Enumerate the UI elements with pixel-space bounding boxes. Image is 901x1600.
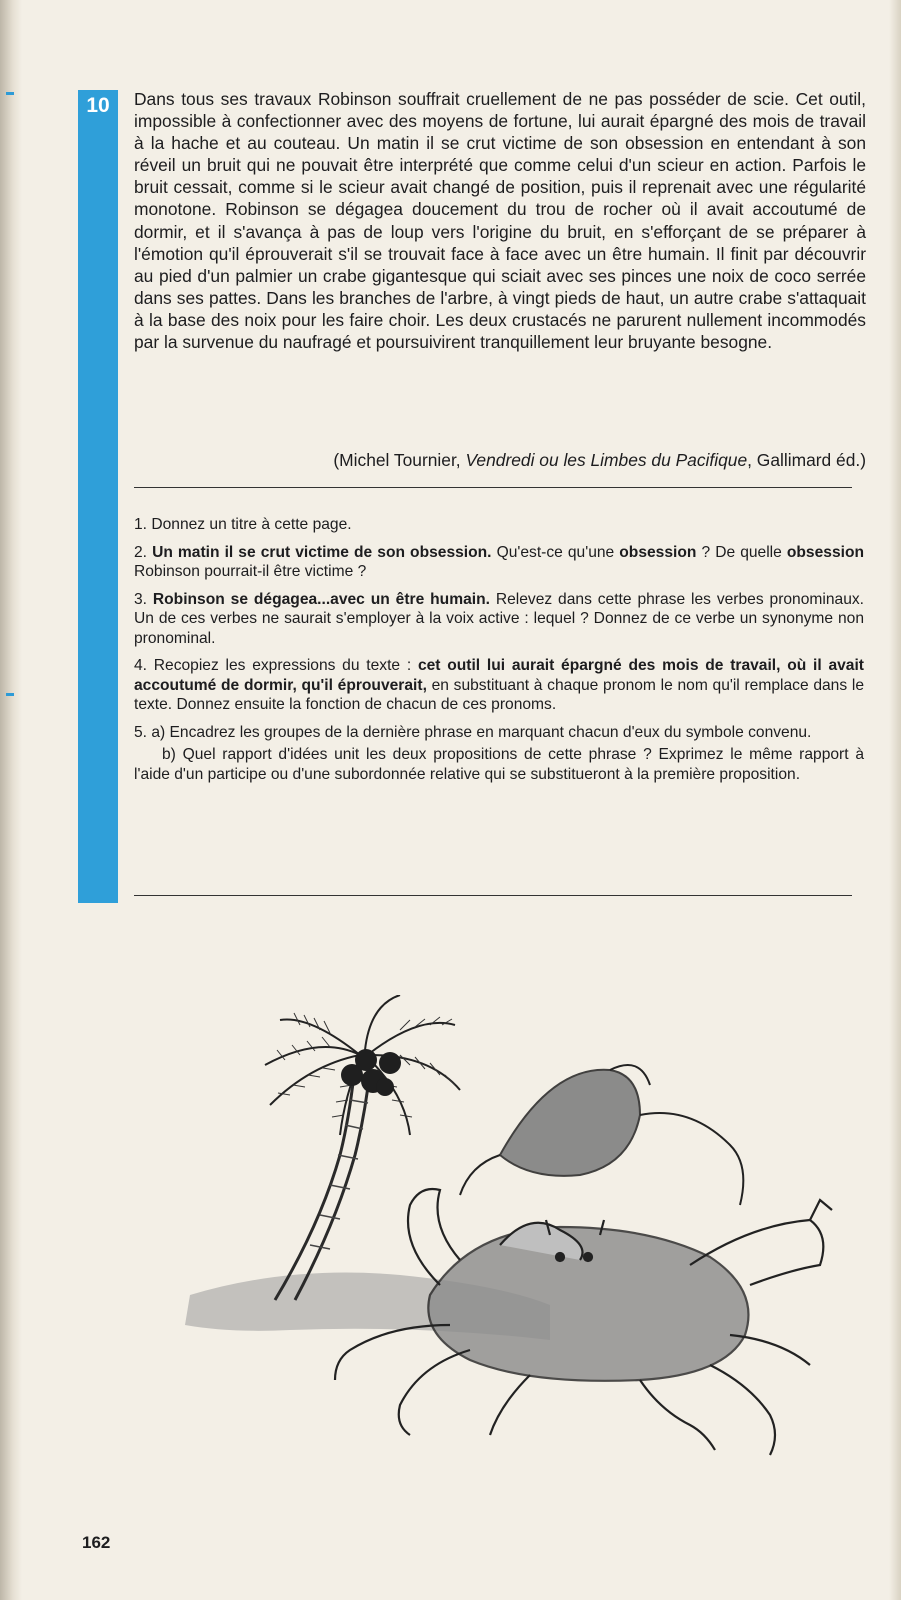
divider-bottom <box>134 895 852 896</box>
small-crab-in-tree <box>460 1065 743 1205</box>
citation-publisher: , Gallimard éd.) <box>747 450 866 470</box>
question-1: 1. Donnez un titre à cette page. <box>134 516 352 533</box>
exercise-accent-bar <box>78 90 118 903</box>
question-2: 2. Un matin il se crut victime de son obsession. Qu'est-ce qu'une obsession ? De quelle obsession Robinson pourrait-il être victime ? <box>134 543 864 580</box>
divider-top <box>134 487 852 488</box>
page-right-edge <box>889 0 901 1600</box>
citation-work-title: Vendredi ou les Limbes du Pacifique <box>465 450 748 470</box>
question-list <box>134 515 864 784</box>
question-5a: 5. a) Encadrez les groupes de la dernière phrase en marquant chacun d'eux du symbole convenu. <box>134 723 812 741</box>
page-binding-edge <box>0 0 22 1600</box>
reading-passage: Dans tous ses travaux Robinson souffrait cruellement de ne pas posséder de scie. Cet outil, impossible à confectionner avec des moyens de fortune, lui aurait épargné des mois de travail à la hache et au couteau. Un matin il se crut victime de son obsession en entendant à son réveil un bruit qui ne pouvait être interprété que comme celui d'un scieur en action. Parfois le bruit cessait, comme si le scieur avait changé de position, puis il reprenait avec une régularité monotone. Robinson se dégagea doucement du trou de rocher où il avait accoutumé de dormir, et il s'avança à pas de loup vers l'origine du bruit, en s'efforçant de se préparer à l'émotion qu'il éprouverait s'il se trouvait face à face avec un être humain. Il finit par découvrir au pied d'un palmier un crabe gigantesque qui sciait avec ses pinces une noix de coco serrée dans ses pattes. Dans les branches de l'arbre, à vingt pieds de haut, un autre crabe s'attaquait à la base des noix pour les faire choir. Les deux crustacés ne parurent nullement incommodés par la survenue du naufragé et poursuivirent tranquillement leur bruyante besogne. <box>134 89 866 353</box>
question-3: 3. Robinson se dégagea...avec un être humain. Relevez dans cette phrase les verbes pronominaux. Un de ces verbes ne saurait s'employer à la voix active : lequel ? Donnez de ce verbe un synonyme non pronominal. <box>134 590 865 647</box>
margin-mark-top <box>6 92 14 95</box>
crab-and-palm-tree-drawing <box>170 995 870 1465</box>
source-citation <box>134 449 866 471</box>
exercise-number: 10 <box>86 94 110 117</box>
question-4: 4. Recopiez les expressions du texte : cet outil lui aurait épargné des mois de travail, où il avait accoutumé de dormir, qu'il éprouverait, en substituant à chaque pronom le nom qu'il remplace dans le texte. Donnez ensuite la fonction de chacun de ces pronoms. <box>134 657 864 713</box>
palm-tree <box>265 995 460 1300</box>
question-5b: b) Quel rapport d'idées unit les deux propositions de cette phrase ? Exprimez le même rapport à l'aide d'un participe ou d'une subordonnée relative qui se substitueront à la première proposition. <box>134 746 864 783</box>
page-number: 162 <box>82 1533 111 1552</box>
citation-author: (Michel Tournier, <box>333 450 466 470</box>
margin-mark-bottom <box>6 693 14 696</box>
